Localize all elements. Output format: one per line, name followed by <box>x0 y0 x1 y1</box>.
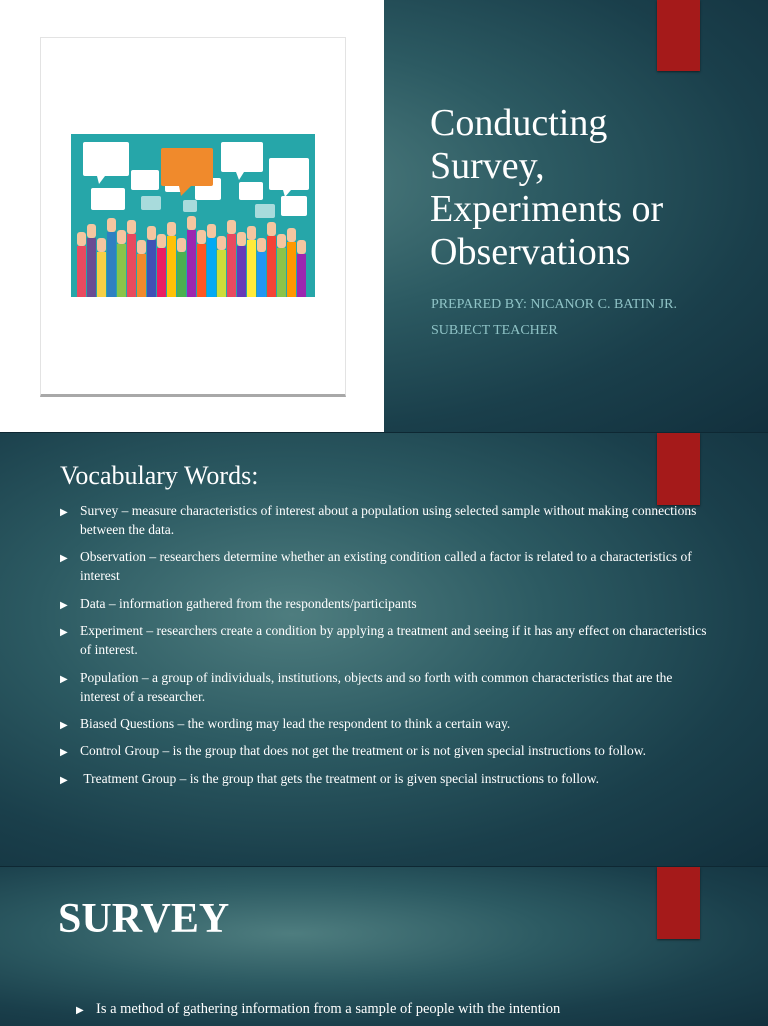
red-accent-tab <box>657 433 700 505</box>
survey-list <box>74 999 694 1019</box>
triangle-right-icon: ▶ <box>60 673 68 685</box>
list-item: ▶ Control Group – is the group that does not get the treatment or is not given special instructions to follow. <box>58 741 708 760</box>
list-item: ▶ Is a method of gathering information from a sample of people with the intention <box>74 999 694 1019</box>
image-panel <box>0 0 384 432</box>
raised-hands-illustration-icon <box>71 134 315 297</box>
triangle-right-icon: ▶ <box>60 507 68 518</box>
list-item: ▶ Data – information gathered from the respondents/participants <box>58 594 708 613</box>
title-line: Survey, <box>430 145 545 187</box>
triangle-right-icon: ▶ <box>60 719 68 731</box>
triangle-right-icon: ▶ <box>60 553 68 565</box>
triangle-right-icon: ▶ <box>60 774 68 786</box>
title-slide <box>0 0 768 432</box>
title-line: Conducting <box>430 102 608 144</box>
triangle-right-icon: ▶ <box>60 627 68 639</box>
vocabulary-list <box>58 501 708 796</box>
vocabulary-heading: Vocabulary Words: <box>60 461 259 490</box>
red-accent-tab <box>657 867 700 939</box>
survey-heading: SURVEY <box>58 896 230 942</box>
list-item: ▶ Observation – researchers determine whether an existing condition called a factor is related to a characteristics of interest <box>60 549 692 584</box>
vocabulary-slide <box>0 432 768 866</box>
presentation-title <box>430 102 730 274</box>
list-item: ▶ Treatment Group – is the group that gets the treatment or is given special instructions to follow. <box>58 769 708 788</box>
picture-frame <box>40 37 346 397</box>
list-item: ▶ Biased Questions – the wording may lead the respondent to think a certain way. <box>58 714 708 733</box>
triangle-right-icon: ▶ <box>76 1005 84 1016</box>
list-item: ▶ Experiment – researchers create a condition by applying a treatment and seeing if it has any effect on characteristics of interest. <box>60 623 707 658</box>
prepared-by: PREPARED BY: NICANOR C. BATIN JR. <box>431 297 677 312</box>
survey-slide <box>0 866 768 1026</box>
title-line: Observations <box>430 231 631 273</box>
triangle-right-icon: ▶ <box>60 599 68 611</box>
red-accent-tab <box>657 0 700 71</box>
title-line: Experiments or <box>430 188 664 230</box>
author-info <box>431 292 677 344</box>
author-role: SUBJECT TEACHER <box>431 323 558 338</box>
list-item: ▶ Population – a group of individuals, institutions, objects and so forth with common characteristics that are the interest of a researcher. <box>60 669 673 704</box>
triangle-right-icon: ▶ <box>60 747 68 759</box>
list-item: ▶ Survey – measure characteristics of interest about a population using selected sample without making connections between the data. <box>60 503 697 537</box>
